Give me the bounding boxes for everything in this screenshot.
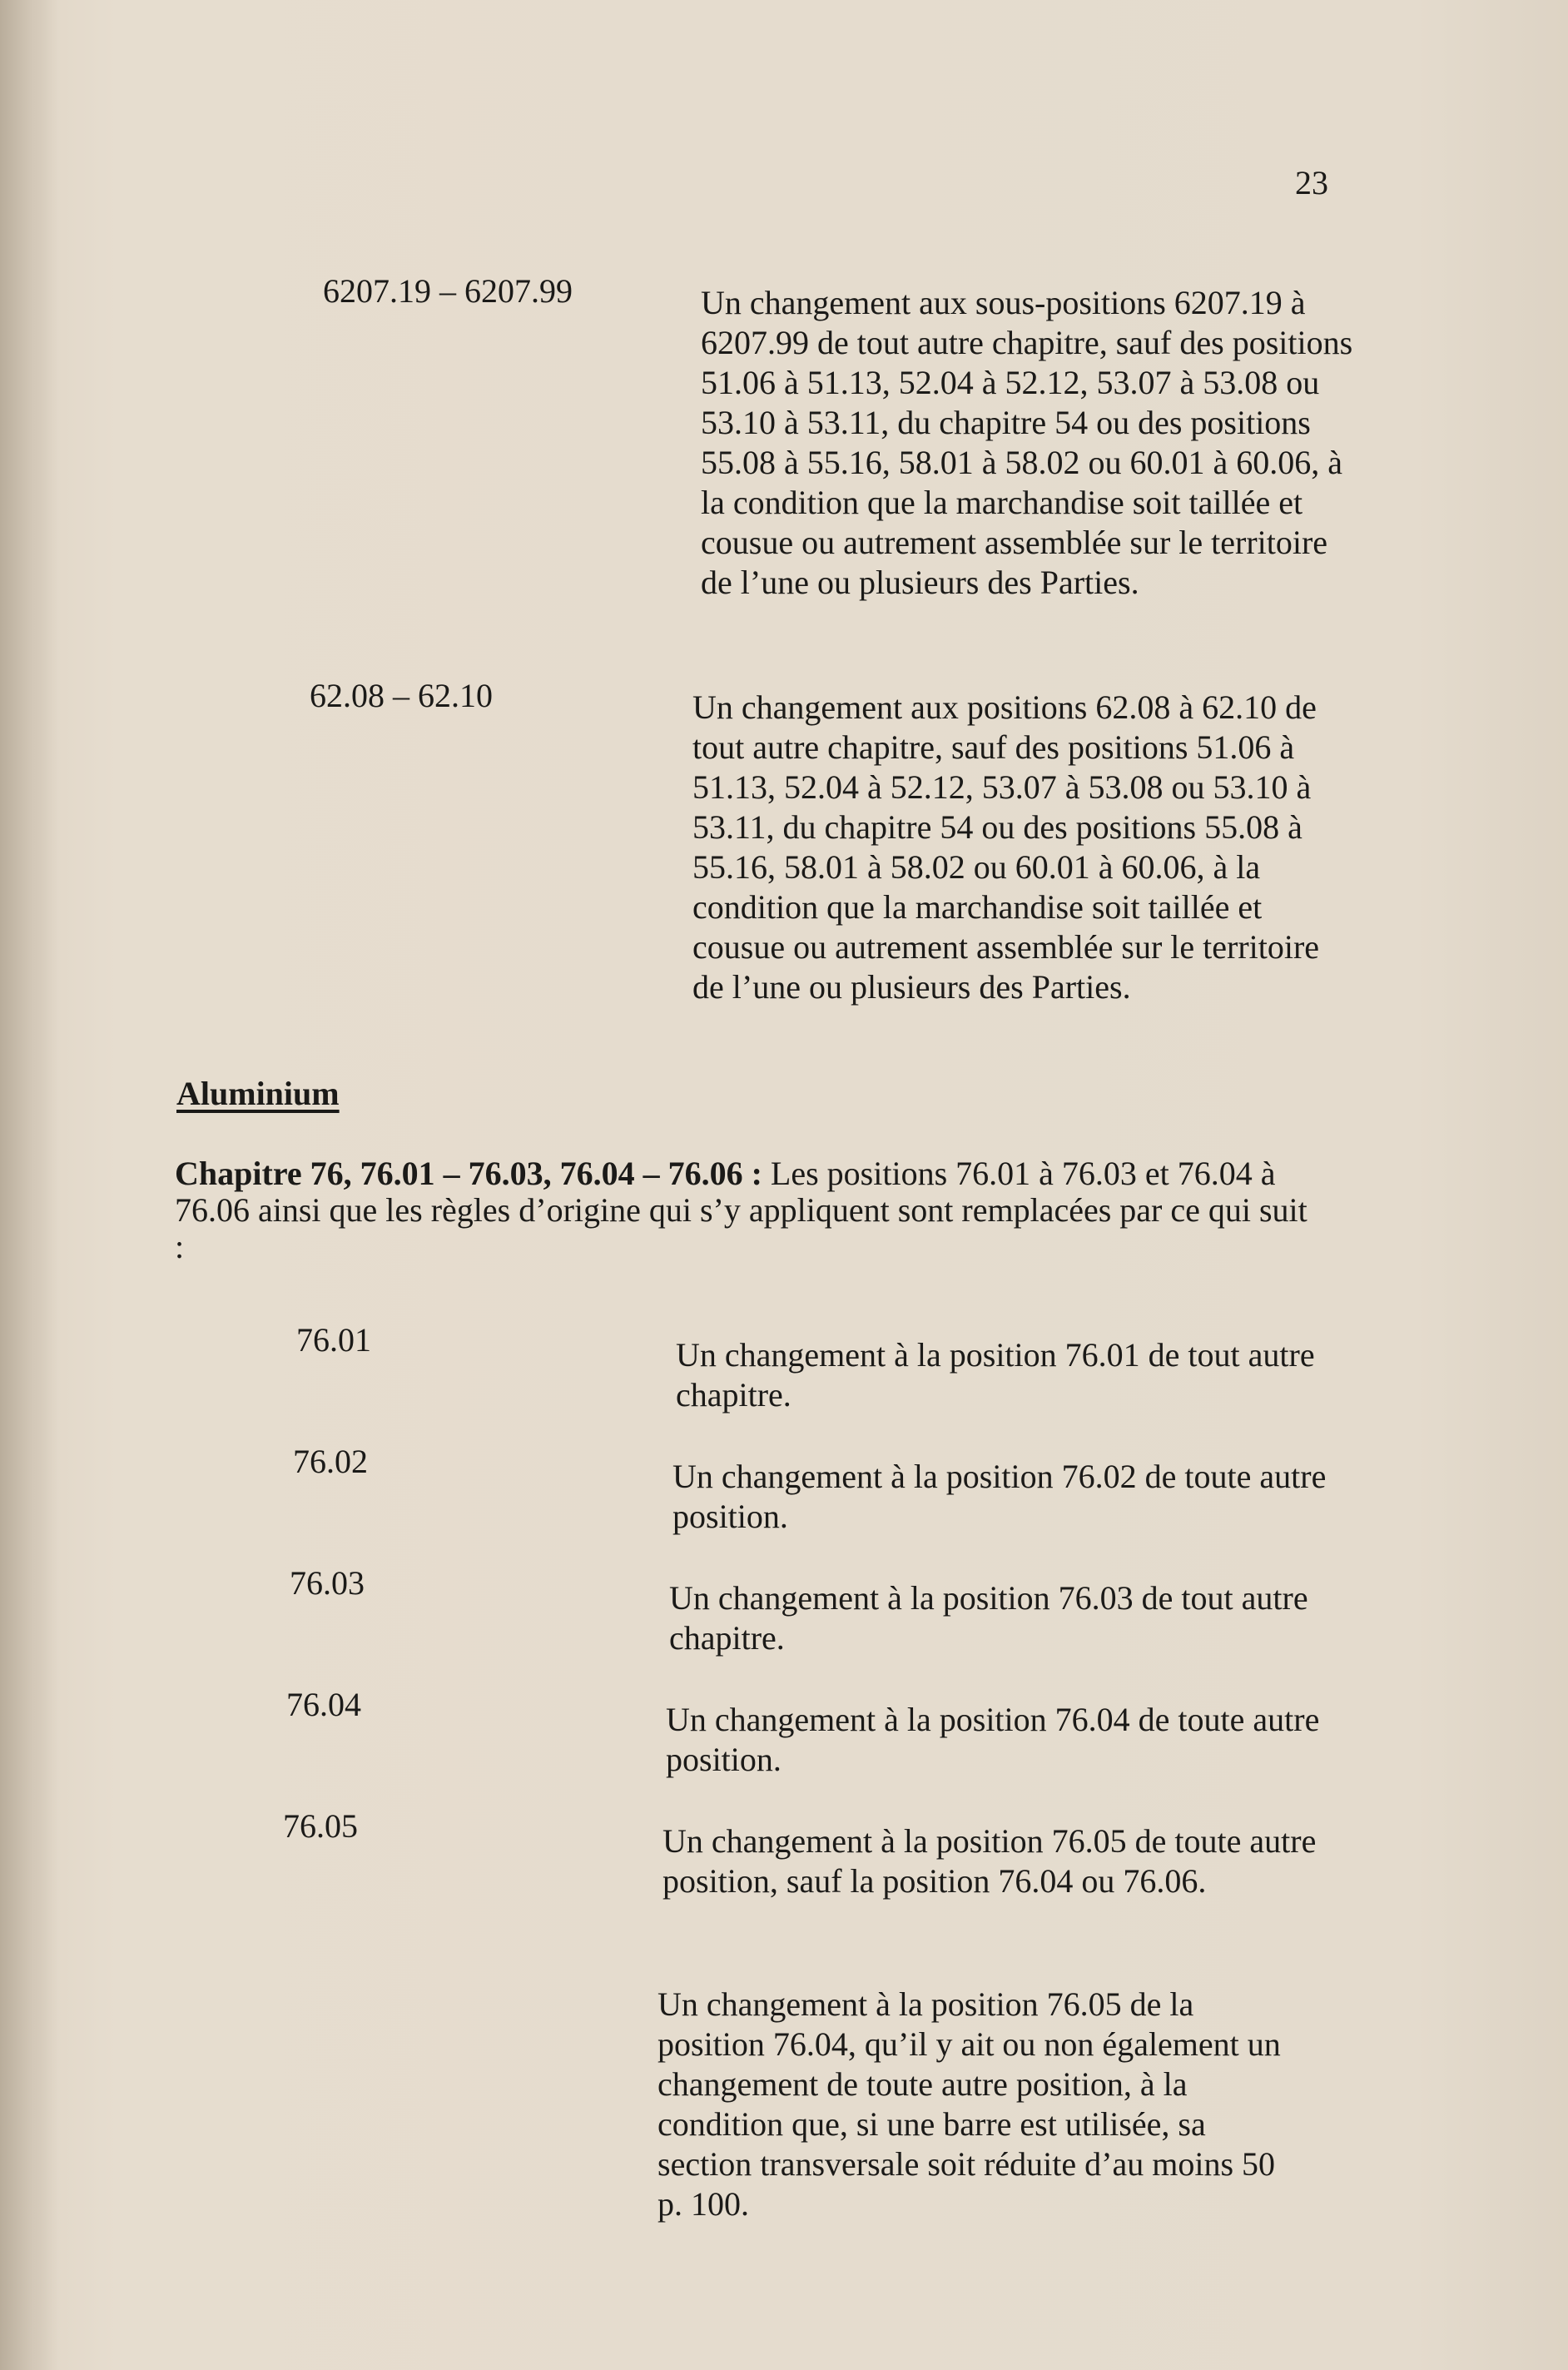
- section-intro: [175, 1155, 1323, 1265]
- origin-rule: Un changement à la position 76.05 de la position 76.04, qu’il y ait ou non également un changement de toute autre position, à la condition que, si une barre est utilisée, sa section transversale soit réduite d’au moins 50 p. 100.: [657, 1985, 1281, 2223]
- page-binding-shadow: [0, 0, 58, 2370]
- origin-rule: Un changement aux positions 62.08 à 62.10 de tout autre chapitre, sauf des positions 51.06 à 51.13, 52.04 à 52.12, 53.07 à 53.08 ou 53.10 à 53.11, du chapitre 54 ou des positions 55.08 à 55.16, 58.01 à 58.02 ou 60.01 à 60.06, à la condition que la marchandise soit taillée et cousue ou autrement assemblée sur le territoire de l’une ou plusieurs des Parties.: [692, 688, 1320, 1006]
- origin-rule: Un changement à la position 76.02 de toute autre position.: [672, 1458, 1327, 1535]
- origin-rule: Un changement aux sous-positions 6207.19 à 6207.99 de tout autre chapitre, sauf des positions 51.06 à 51.13, 52.04 à 52.12, 53.07 à 53.08 ou 53.10 à 53.11, du chapitre 54 ou des positions 55.08 à 55.16, 58.01 à 58.02 ou 60.01 à 60.06, à la condition que la marchandise soit taillée et cousue ou autrement assemblée sur le territoire de l’une ou plusieurs des Parties.: [701, 284, 1353, 601]
- tariff-code: 76.03: [290, 1564, 365, 1602]
- page-number: 23: [1295, 164, 1328, 201]
- origin-rule: Un changement à la position 76.03 de tout autre chapitre.: [669, 1579, 1308, 1657]
- tariff-code: 76.02: [293, 1443, 368, 1480]
- section-heading: Aluminium: [176, 1075, 340, 1112]
- tariff-code: 76.04: [286, 1686, 361, 1723]
- tariff-code: 6207.19 – 6207.99: [323, 272, 573, 310]
- intro-bold: Chapitre 76, 76.01 – 76.03, 76.04 – 76.06 :: [175, 1155, 762, 1192]
- intro-text: Les positions 76.01 à 76.03 et 76.04 à 76.06 ainsi que les règles d’origine qui s’y appliquent sont remplacées par ce qui suit :: [175, 1155, 1307, 1265]
- tariff-code: 76.05: [283, 1807, 358, 1845]
- tariff-code: 76.01: [296, 1321, 371, 1359]
- origin-rule: Un changement à la position 76.05 de toute autre position, sauf la position 76.04 ou 76.06.: [662, 1822, 1317, 1900]
- tariff-code: 62.08 – 62.10: [310, 677, 493, 714]
- origin-rule: Un changement à la position 76.01 de tout autre chapitre.: [676, 1336, 1315, 1414]
- origin-rule: Un changement à la position 76.04 de toute autre position.: [666, 1701, 1320, 1778]
